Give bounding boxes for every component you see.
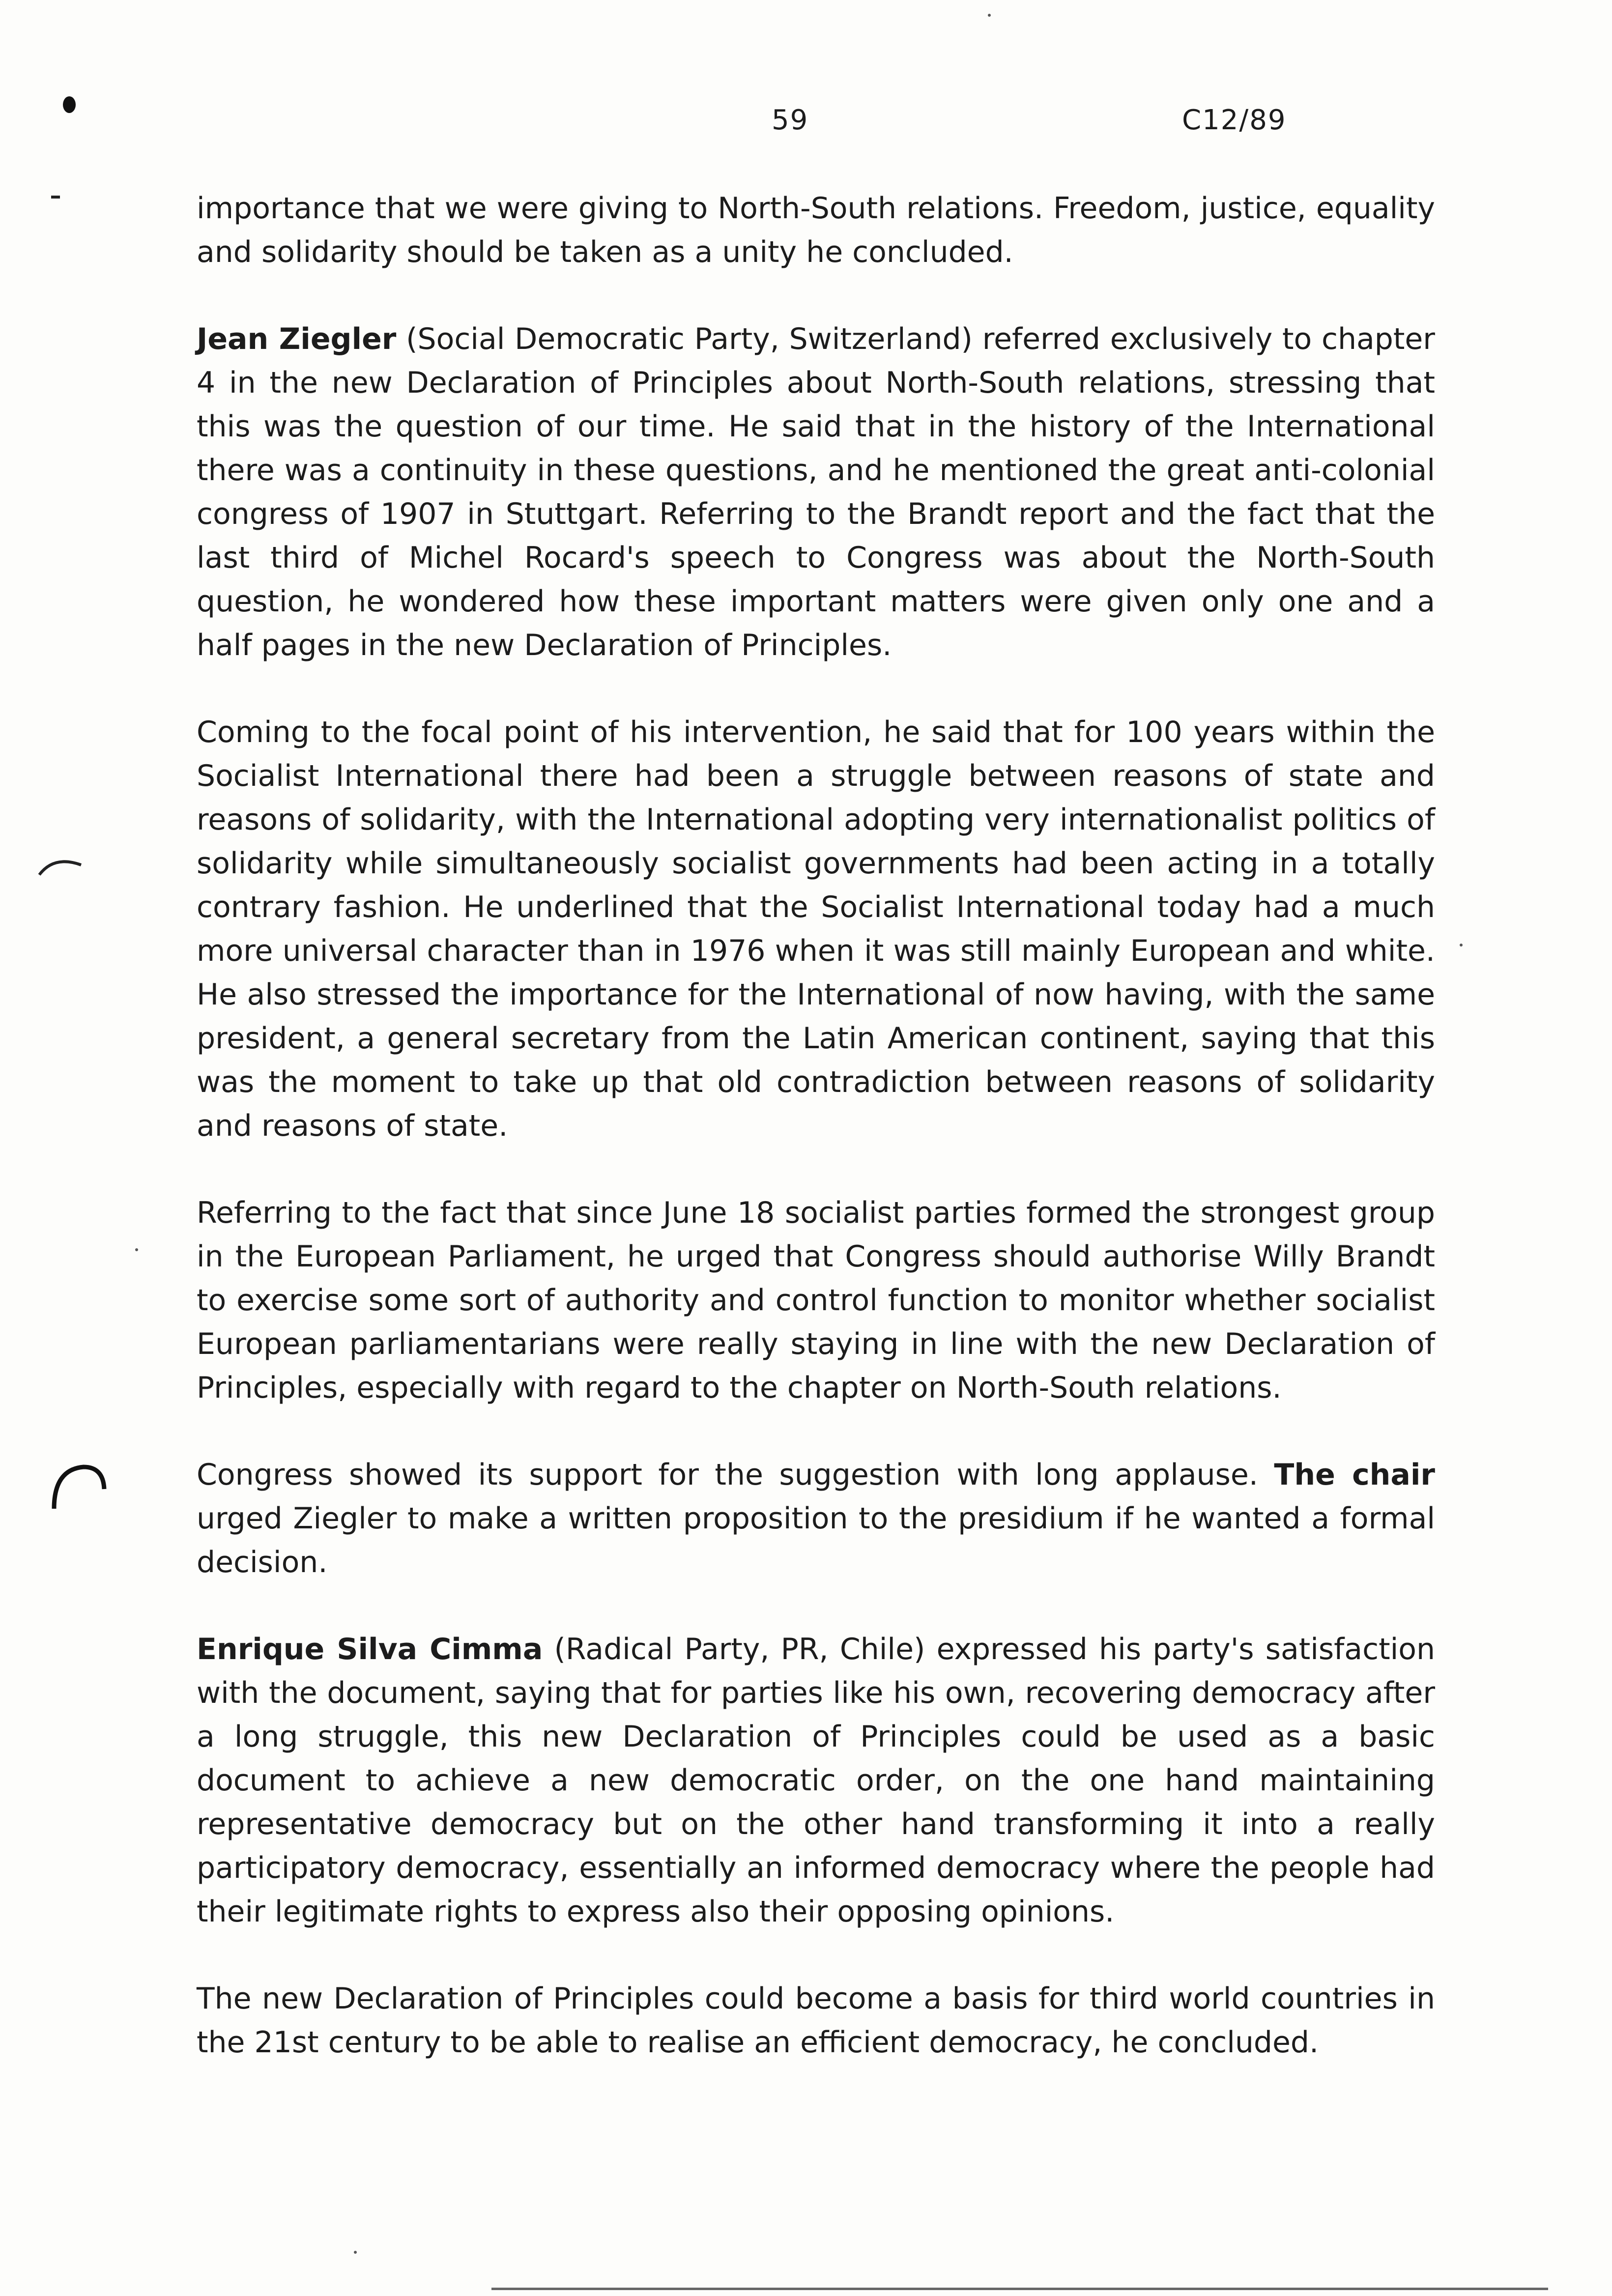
speaker-name: The chair: [1274, 1458, 1436, 1492]
scan-speck: [1460, 944, 1463, 947]
paragraph-text: importance that we were giving to North-South relations. Freedom, justice, equality and solidarity should be taken as a unity he concluded.: [197, 191, 1435, 269]
paragraph-text: (Social Democratic Party, Switzerland) referred exclusively to chapter 4 in the new Declaration of Principles about North-South relations, stressing that this was the question of our time. He said that in the history of the International there was a continuity in these questions, and he mentioned the great anti-colonial congress of 1907 in Stuttgart. Referring to the Brandt report and the fact that the last third of Michel Rocard's speech to Congress was about the North-South question, he wondered how these important matters were given only one and a half pages in the new Declaration of Principles.: [197, 322, 1435, 662]
punch-hole-arc-lower: [44, 1455, 113, 1519]
paragraph-3: [197, 711, 1435, 1148]
paragraph-5: [197, 1453, 1435, 1584]
paragraph-text: (Radical Party, PR, Chile) expressed his party's satisfaction with the document, saying that for parties like his own, recovering democracy after a long struggle, this new Declaration of Principles could be used as a basic document to achieve a new democratic order, on the one hand maintaining representative democracy but on the other hand transforming it into a really participatory democracy, essentially an informed democracy where the people had their legitimate rights to express also their opposing opinions.: [197, 1632, 1435, 1929]
paragraph-4: [197, 1191, 1435, 1410]
page-bottom-edge-line: [491, 2288, 1548, 2290]
scan-dash-mark: [51, 196, 60, 199]
paragraph-text: Referring to the fact that since June 18 socialist parties formed the strongest group in the European Parliament, he urged that Congress should authorise Willy Brandt to exercise some sort of authority and control function to monitor whether socialist European parliamentarians were really staying in line with the new Declaration of Principles, especially with regard to the chapter on North-South relations.: [197, 1196, 1435, 1405]
speaker-name: Jean Ziegler: [197, 322, 397, 356]
document-reference: C12/89: [1182, 104, 1287, 136]
paragraph-1: [197, 187, 1435, 274]
paragraph-text: The new Declaration of Principles could become a basis for third world countries in the 21st century to be able to realise an efficient democracy, he concluded.: [197, 1981, 1435, 2060]
scan-speck: [988, 14, 991, 17]
paragraph-7: [197, 1977, 1435, 2065]
paragraph-text: urged Ziegler to make a written proposition to the presidium if he wanted a formal decision.: [197, 1501, 1435, 1579]
punch-hole-arc-upper: [34, 845, 93, 885]
paragraph-6: [197, 1628, 1435, 1934]
document-body: [197, 187, 1435, 2065]
scan-dot-mark: [63, 96, 76, 113]
paragraph-text: Coming to the focal point of his intervention, he said that for 100 years within the Socialist International there had been a struggle between reasons of state and reasons of solidarity, with the International adopting very internationalist politics of solidarity while simultaneously socialist governments had been acting in a totally contrary fashion. He underlined that the Socialist International today had a much more universal character than in 1976 when it was still mainly European and white. He also stressed the importance for the International of now having, with the same president, a general secretary from the Latin American continent, saying that this was the moment to take up that old contradiction between reasons of solidarity and reasons of state.: [197, 715, 1435, 1143]
paragraph-2: [197, 317, 1435, 667]
scan-speck: [135, 1248, 138, 1251]
paragraph-text: Congress showed its support for the suggestion with long applause.: [197, 1458, 1274, 1492]
speaker-name: Enrique Silva Cimma: [197, 1632, 543, 1666]
scan-speck: [354, 2251, 357, 2254]
page-number: 59: [772, 104, 809, 136]
